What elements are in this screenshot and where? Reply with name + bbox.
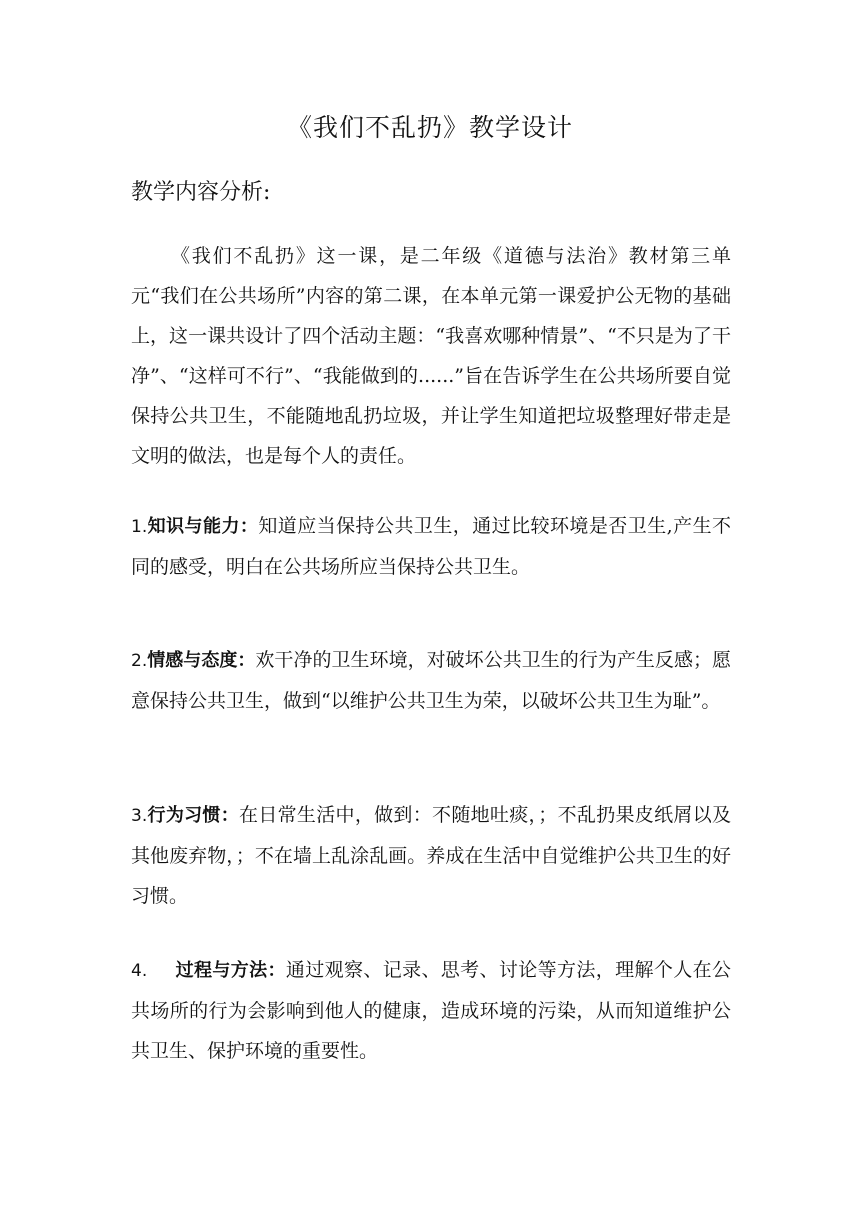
objective-item-1 <box>131 506 731 587</box>
item-number: 2. <box>131 651 148 671</box>
intro-paragraph: 《我们不乱扔》这一课，是二年级《道德与法治》教材第三单元“我们在公共场所”内容的第二课，在本单元第一课爱护公无物的基础上，这一课共设计了四个活动主题：“我喜欢哪种情景”、“不只是为了干净”、“这样可不行”、“我能做到的......”旨在告诉学生在公共场所要自觉保持公共卫生，不能随地乱扔垃圾，并让学生知道把垃圾整理好带走是文明的做法，也是每个人的责任。 <box>131 245 731 467</box>
objective-item-2 <box>131 640 731 721</box>
item-text: 欢干净的卫生环境，对破坏公共卫生的行为产生反感；愿意保持公共卫生，做到“以维护公共卫生为荣，以破坏公共卫生为耻”。 <box>131 649 731 712</box>
item-number: 3. <box>131 806 148 826</box>
item-label: 情感与态度： <box>147 650 256 671</box>
item-text: 通过观察、记录、思考、讨论等方法，理解个人在公共场所的行为会影响到他人的健康，造成环境的污染，从而知道维护公共卫生、保护环境的重要性。 <box>131 959 732 1062</box>
objective-item-4 <box>131 950 731 1071</box>
item-label: 知识与能力： <box>147 516 259 537</box>
item-text: 知道应当保持公共卫生，通过比较环境是否卫生,产生不同的感受，明白在公共场所应当保持公共卫生。 <box>131 515 732 578</box>
item-label: 过程与方法： <box>175 960 286 981</box>
objective-item-3 <box>131 795 731 916</box>
item-text: 在日常生活中，做到：不随地吐痰，；不乱扔果皮纸屑以及其他废弃物，；不在墙上乱涂乱画。养成在生活中自觉维护公共卫生的好习惯。 <box>131 804 731 907</box>
item-number: 4. <box>131 961 148 981</box>
item-label: 行为习惯： <box>147 805 240 826</box>
section-heading: 教学内容分析: <box>131 180 271 205</box>
document-title: 《我们不乱扔》教学设计 <box>286 113 573 142</box>
item-number: 1. <box>131 517 148 537</box>
